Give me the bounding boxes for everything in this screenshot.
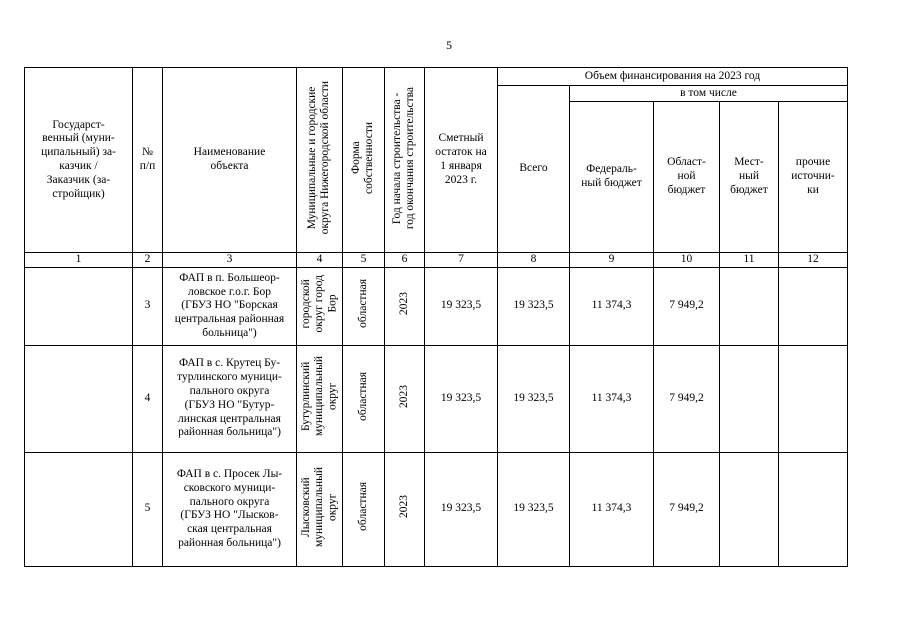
cell-estimate: 19 323,5 [425,267,498,345]
header-ownership: Форма собственности [343,68,385,253]
header-municipality: Муниципальные и городские округа Нижегородской области [297,68,343,253]
cell-num: 3 [133,267,163,345]
header-federal: Федераль- ный бюджет [570,102,654,253]
cell-total: 19 323,5 [498,345,570,452]
col-number: 9 [570,253,654,268]
header-funding: Объем финансирования на 2023 год [498,68,848,86]
header-local: Мест- ный бюджет [720,102,779,253]
cell-other [779,452,848,566]
cell-ownership: областная [343,345,385,452]
col-number: 6 [385,253,425,268]
cell-object-name: ФАП в с. Просек Лы- сковского муници- пального округа (ГБУЗ НО "Лысков- ская центральная районная больница") [163,452,297,566]
cell-federal: 11 374,3 [570,452,654,566]
cell-other [779,267,848,345]
cell-regional: 7 949,2 [654,345,720,452]
col-number: 2 [133,253,163,268]
cell-local [720,267,779,345]
col-number: 5 [343,253,385,268]
col-number: 12 [779,253,848,268]
funding-table [24,67,848,567]
cell-object-name: ФАП в с. Крутец Бу- турлинского муници- пального округа (ГБУЗ НО "Бутур- линская центральная районная больница") [163,345,297,452]
table-row [25,345,848,452]
cell-local [720,345,779,452]
col-number: 4 [297,253,343,268]
col-number: 8 [498,253,570,268]
col-number: 1 [25,253,133,268]
col-number: 3 [163,253,297,268]
page-number: 5 [446,38,452,52]
cell-other [779,345,848,452]
header-including: в том числе [570,86,848,102]
cell-years: 2023 [385,267,425,345]
header-regional: Област- ной бюджет [654,102,720,253]
cell-regional: 7 949,2 [654,452,720,566]
cell-customer [25,345,133,452]
header-estimate: Сметный остаток на 1 января 2023 г. [425,68,498,253]
cell-estimate: 19 323,5 [425,452,498,566]
col-number: 10 [654,253,720,268]
cell-total: 19 323,5 [498,452,570,566]
header-object-name: Наименование объекта [163,68,297,253]
header-customer: Государст- венный (муни- ципальный) за- казчик / Заказчик (за- стройщик) [25,68,133,253]
col-number: 7 [425,253,498,268]
table-row [25,267,848,345]
cell-ownership: областная [343,452,385,566]
cell-years: 2023 [385,452,425,566]
cell-estimate: 19 323,5 [425,345,498,452]
cell-federal: 11 374,3 [570,267,654,345]
cell-municipality: Бутурлинский муниципальный округ [297,345,343,452]
cell-ownership: областная [343,267,385,345]
cell-total: 19 323,5 [498,267,570,345]
col-number: 11 [720,253,779,268]
cell-federal: 11 374,3 [570,345,654,452]
cell-num: 5 [133,452,163,566]
cell-num: 4 [133,345,163,452]
cell-object-name: ФАП в п. Большеор- ловское г.о.г. Бор (ГБУЗ НО "Борская центральная районная больница") [163,267,297,345]
cell-local [720,452,779,566]
cell-municipality: городской округ город Бор [297,267,343,345]
cell-municipality: Лысковский муниципальный округ [297,452,343,566]
cell-years: 2023 [385,345,425,452]
table-row [25,452,848,566]
header-other: прочие источни- ки [779,102,848,253]
header-total: Всего [498,86,570,253]
header-num: № п/п [133,68,163,253]
cell-regional: 7 949,2 [654,267,720,345]
cell-customer [25,267,133,345]
column-number-row [25,253,848,268]
header-years: Год начала строительства - год окончания строительства [385,68,425,253]
cell-customer [25,452,133,566]
